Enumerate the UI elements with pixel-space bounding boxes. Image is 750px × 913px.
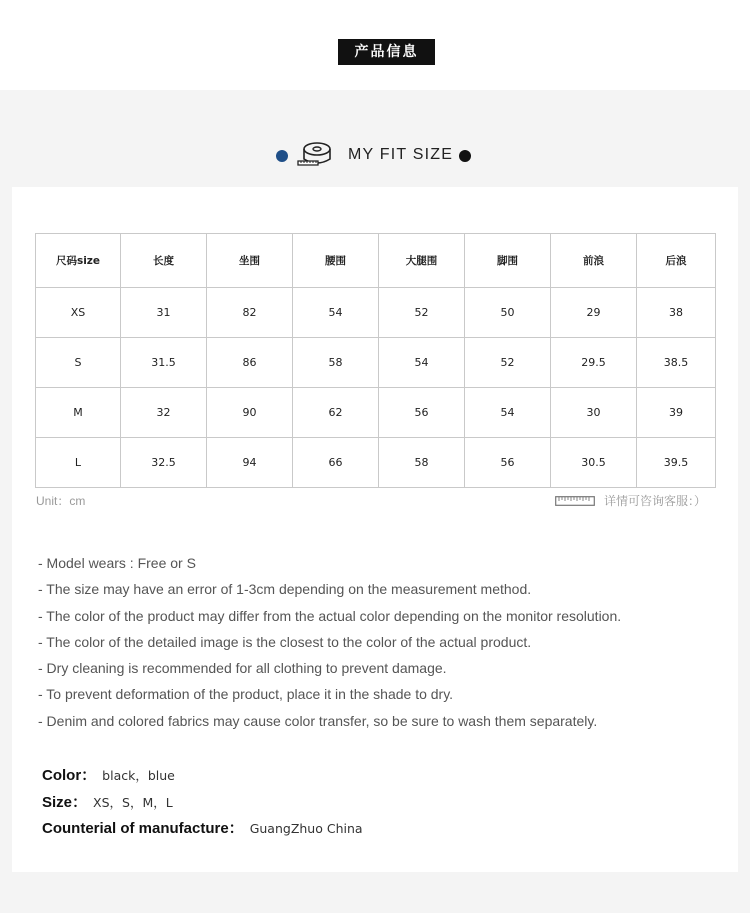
table-cell: 90 [207,388,293,438]
list-item: - The color of the product may differ from the actual color depending on the monitor resolution. [38,607,622,624]
size-card [12,187,738,872]
table-header-cell: 前浪 [551,234,637,288]
table-cell: M [36,388,121,438]
table-header-row [36,234,716,288]
spec-label: Size： [42,793,88,811]
product-specs [42,762,363,842]
table-cell: 38 [637,288,716,338]
table-header-cell: 腰围 [293,234,379,288]
table-cell: 54 [293,288,379,338]
table-cell: 38.5 [637,338,716,388]
list-item: - Dry cleaning is recommended for all clothing to prevent damage. [38,660,447,677]
list-item: - The size may have an error of 1-3cm depending on the measurement method. [38,581,532,598]
table-cell: 30 [551,388,637,438]
table-cell: 62 [293,388,379,438]
table-header-cell: 坐围 [207,234,293,288]
product-info-title: 产品信息 [338,39,435,65]
table-cell: 29 [551,288,637,338]
care-notes-list [38,550,728,734]
consult-service-note: 详情可咨询客服：） [604,494,707,508]
table-cell: 54 [379,338,465,388]
table-header-cell: 后浪 [637,234,716,288]
table-row [36,288,716,338]
fit-size-heading [0,135,750,175]
list-item: - The color of the detailed image is the closest to the color of the actual product. [38,633,532,650]
table-cell: 54 [465,388,551,438]
table-cell: 31.5 [121,338,207,388]
list-item: - To prevent deformation of the product, place it in the shade to dry. [38,686,454,703]
list-item: - Model wears : Free or S [38,555,196,571]
table-header-cell: 尺码size [36,234,121,288]
table-cell: 29.5 [551,338,637,388]
spec-value: GuangZhuo China [249,821,363,836]
list-item: - Denim and colored fabrics may cause color transfer, so be sure to wash them separately. [38,712,598,729]
table-row [36,338,716,388]
table-cell: S [36,338,121,388]
spec-origin [42,815,363,842]
table-cell: 32 [121,388,207,438]
top-header [0,0,750,90]
spec-size [42,789,363,816]
table-cell: XS [36,288,121,338]
spec-color [42,762,363,789]
spec-value: black，blue [102,768,175,783]
table-cell: L [36,438,121,488]
unit-label: Unit：cm [36,494,86,508]
table-cell: 52 [465,338,551,388]
table-cell: 39.5 [637,438,716,488]
size-table [35,233,716,488]
spec-value: XS，S，M，L [93,794,173,810]
table-cell: 39 [637,388,716,438]
table-cell: 32.5 [121,438,207,488]
table-header-cell: 大腿围 [379,234,465,288]
fit-size-title: MY FIT SIZE [348,146,454,163]
table-cell: 58 [379,438,465,488]
table-cell: 86 [207,338,293,388]
table-cell: 56 [465,438,551,488]
table-row [36,388,716,438]
table-cell: 94 [207,438,293,488]
table-cell: 30.5 [551,438,637,488]
table-cell: 31 [121,288,207,338]
ruler-icon [555,496,595,506]
table-row [36,438,716,488]
table-cell: 56 [379,388,465,438]
table-cell: 58 [293,338,379,388]
table-cell: 82 [207,288,293,338]
table-cell: 52 [379,288,465,338]
table-cell: 66 [293,438,379,488]
table-cell: 50 [465,288,551,338]
table-header-cell: 长度 [121,234,207,288]
spec-label: Counterial of manufacture： [42,820,244,837]
blue-dot-icon [276,150,288,162]
black-dot-icon [459,150,471,162]
spec-label: Color： [42,767,97,784]
table-header-cell: 脚围 [465,234,551,288]
size-panel [0,90,750,913]
tape-measure-icon [296,141,334,169]
